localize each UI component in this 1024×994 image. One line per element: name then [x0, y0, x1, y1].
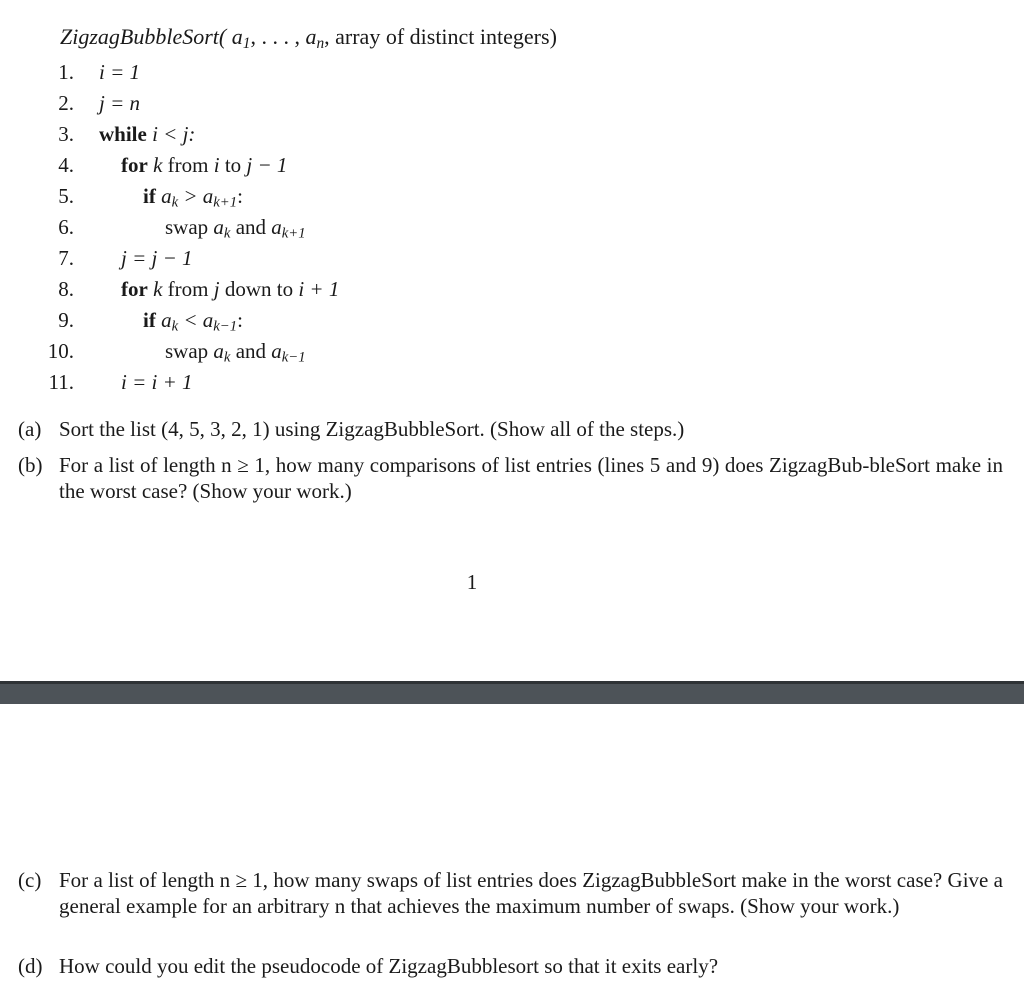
- line-statement: for k from j down to i + 1: [121, 277, 340, 301]
- line-number: 1.: [58, 60, 74, 84]
- code-line-7: [44, 244, 464, 272]
- page-divider: [0, 681, 1024, 704]
- code-line-3: [44, 120, 444, 148]
- line-statement: j = j − 1: [121, 246, 193, 270]
- line-statement: if $a_k < a_{k-1}$:: [143, 308, 243, 335]
- question-text: For a list of length n ≥ 1, how many swaps of list entries does ZigzagBubbleSort make in the worst case? Give a general example for an arbitrary n that achieves the maximum number of swaps. (Show your work.): [59, 868, 1003, 918]
- question-text: How could you edit the pseudocode of ZigzagBubblesort so that it exits early?: [59, 954, 719, 978]
- question-c: [18, 867, 1003, 947]
- line-number: 3.: [58, 122, 74, 146]
- code-line-5: [44, 182, 464, 210]
- question-text: Sort the list (4, 5, 3, 2, 1) using ZigzagBubbleSort. (Show all of the steps.): [59, 417, 685, 441]
- code-line-10: [44, 337, 464, 365]
- line-number: 7.: [58, 246, 74, 270]
- question-label: (b): [18, 453, 43, 477]
- line-number: 9.: [58, 308, 74, 332]
- line-number: 11.: [48, 370, 74, 394]
- line-statement: j = n: [99, 91, 141, 115]
- algorithm-signature: [60, 24, 557, 50]
- question-label: (d): [18, 954, 43, 978]
- line-number: 6.: [58, 215, 74, 239]
- algorithm-name: ZigzagBubbleSort(: [60, 24, 227, 49]
- code-line-6: [44, 213, 464, 241]
- keyword-for: for: [121, 277, 148, 301]
- arg-separator: , . . . ,: [250, 24, 306, 49]
- page-number: 1: [466, 570, 478, 594]
- line-statement: i = 1: [99, 60, 141, 84]
- keyword-if: if: [143, 184, 156, 208]
- question-a: [18, 416, 1003, 446]
- code-line-2: [44, 89, 444, 117]
- code-line-9: [44, 306, 464, 334]
- arg-an: $a_n$: [305, 24, 325, 52]
- question-b: [18, 452, 1003, 508]
- line-statement: if $a_k > a_{k+1}$:: [143, 184, 243, 211]
- keyword-while: while: [99, 122, 147, 146]
- code-line-11: [44, 368, 464, 396]
- arg-description: , array of distinct integers): [324, 24, 557, 49]
- line-statement: for k from i to j − 1: [121, 153, 288, 177]
- line-number: 2.: [58, 91, 74, 115]
- line-statement: i = i + 1: [121, 370, 193, 394]
- line-statement: swap $a_k$ and $a_{k+1}$: [165, 215, 306, 242]
- line-statement: while i < j:: [99, 122, 196, 146]
- code-line-4: [44, 151, 464, 179]
- question-label: (a): [18, 417, 42, 441]
- line-statement: swap $a_k$ and $a_{k-1}$: [165, 339, 306, 366]
- line-number: 8.: [58, 277, 74, 301]
- line-number: 4.: [58, 153, 74, 177]
- question-d: [18, 953, 1003, 983]
- line-number: 10.: [47, 339, 74, 363]
- keyword-for: for: [121, 153, 148, 177]
- code-line-8: [44, 275, 464, 303]
- keyword-if: if: [143, 308, 156, 332]
- code-line-1: [44, 58, 444, 86]
- question-label: (c): [18, 868, 42, 892]
- question-text: For a list of length n ≥ 1, how many comparisons of list entries (lines 5 and 9) does ZigzagBub-bleSort make in the worst case? (Show your work.): [59, 453, 1003, 503]
- arg-a1: $a_1$: [231, 24, 251, 52]
- line-number: 5.: [58, 184, 74, 208]
